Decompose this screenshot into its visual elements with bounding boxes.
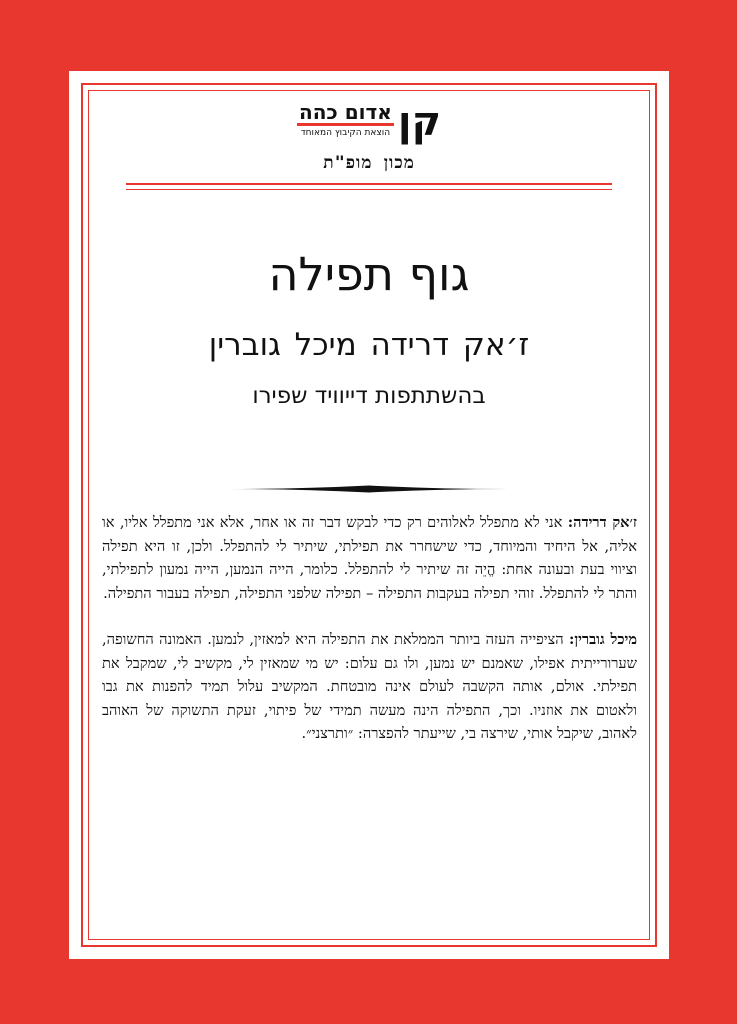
publisher-logo	[69, 101, 669, 143]
publisher-name: אדום כהה	[298, 100, 392, 124]
book-collaboration: בהשתתפות דייוויד שפירו	[252, 383, 486, 409]
publisher-name-block	[297, 101, 394, 138]
passage-text: הציפייה העזה ביותר הממלאת את התפילה היא למאזין, לנמען. האמונה החשופה, שערורייתית אפילו, שאמנם יש נמען, ולו גם עלום: יש מי שמאזין לי, מקשיב לי, שמקבל את תפילתי. אולם, אותה הקשבה לעולם אינה מובטחת. המקשיב עלול תמיד להפנות את גבו ולאטום את אוזניו. וכך, התפילה הינה מעשה תמידי של פיתוי, זעקת התשוקה של האוהב לאהוב, שיקבל אותי, שירצה בי, שייעתר להפצרה: ״ותרצני״.	[102, 631, 637, 742]
passage-derrida	[102, 511, 637, 605]
publisher-mark: קן	[397, 99, 442, 145]
book-cover	[69, 71, 669, 959]
book-authors: ז׳אק דרידה מיכל גוברין	[208, 327, 530, 363]
passage-text: אני לא מתפלל לאלוהים רק כדי לבקש דבר זה או אחר, אלא אני מתפלל אליו, או אליה, אל היחיד והמיוחד, כדי שישחרר את תפילתי, שיתיר לי להתפלל. ולכן, זו היא תפילה וציווי בעת ובעונה אחת: הֱיֵה זה שיתיר לי להתפלל. כלומר, הייה הנמען, הייה נמעון לתפילתי, והתר לי להתפלל. זוהי תפילה בעקבות התפילה – תפילה שלפני התפילה, תפילה בעבור התפילה.	[102, 514, 637, 602]
imprint-label: מכון מופ"ת	[323, 153, 415, 173]
speaker-label: ז׳אק דרידה:	[567, 514, 637, 531]
book-title: גוף תפילה	[268, 247, 470, 301]
publisher-subtitle: הוצאת הקיבוץ המאוחד	[300, 128, 391, 138]
header-divider	[126, 183, 612, 185]
ornament-divider	[229, 485, 509, 493]
passage-govrin	[102, 628, 637, 746]
speaker-label: מיכל גוברין:	[569, 631, 637, 648]
header-divider-thin	[126, 189, 612, 190]
excerpt	[102, 511, 637, 769]
